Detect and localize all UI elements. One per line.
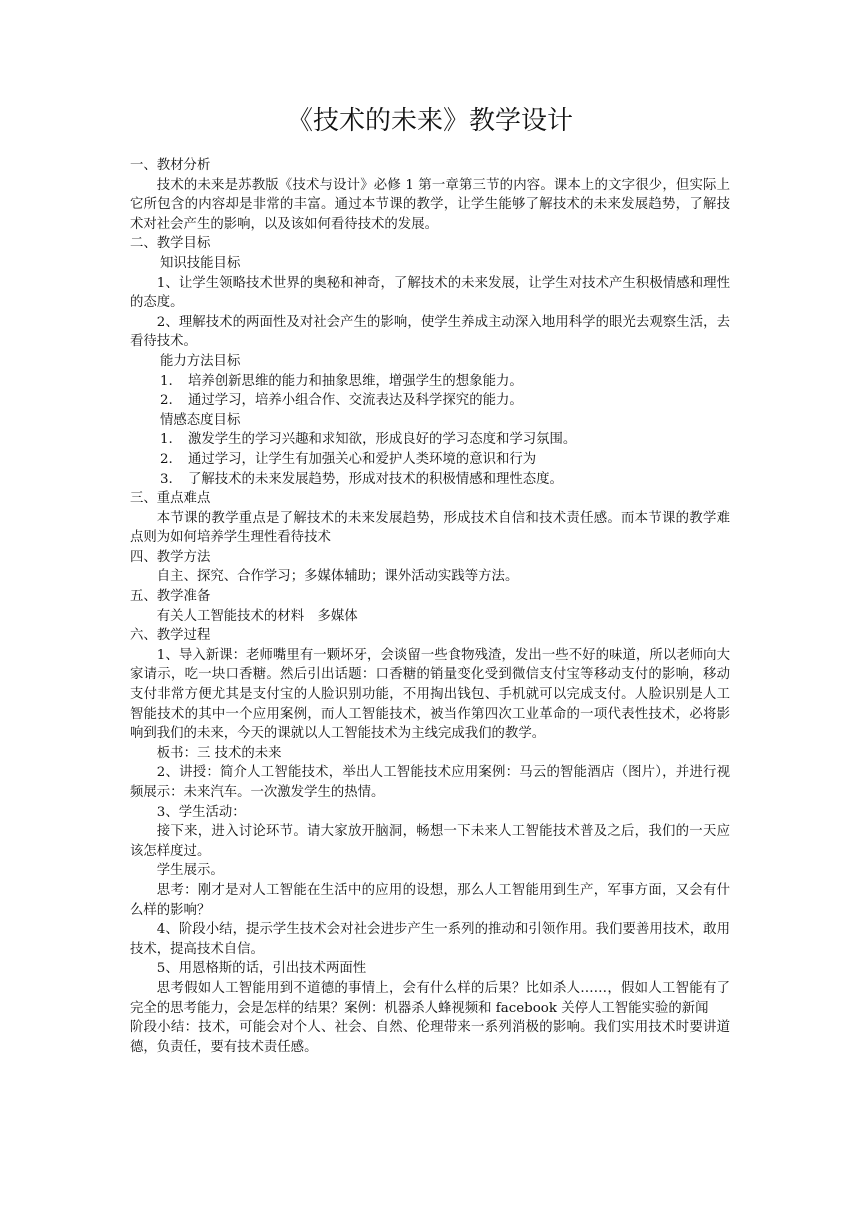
paragraph: 思考：刚才是对人工智能在生活中的应用的设想，那么人工智能用到生产，军事方面，又会有什么样的影响？ xyxy=(130,882,730,918)
paragraph: 有关人工智能技术的材料 多媒体 xyxy=(156,608,358,624)
list-item xyxy=(130,391,730,411)
list-item xyxy=(130,470,730,490)
list-text: 了解技术的未来发展趋势，形成对技术的积极情感和理性态度。 xyxy=(188,471,563,487)
paragraph: 1、导入新课：老师嘴里有一颗坏牙，会谈留一些食物残渣，发出一些不好的味道，所以老师向大家请示，吃一块口香糖。然后引出话题：口香糖的销量变化受到微信支付宝等移动支付的影响，移动支付非常方便尤其是支付宝的人脸识别功能，不用掏出钱包、手机就可以完成支付。人脸识别是人工智能技术的其中一个应用案例，而人工智能技术，被当作第四次工业革命的一项代表性技术，必将影响到我们的未来，今天的课就以人工智能技术为主线完成我们的教学。 xyxy=(130,647,730,742)
document-body xyxy=(130,156,730,1057)
section-heading: 四、教学方法 xyxy=(130,549,211,565)
list-number: 2. xyxy=(160,451,173,467)
paragraph: 技术的未来是苏教版《技术与设计》必修 1 第一章第三节的内容。课本上的文字很少，但实际上它所包含的内容却是非常的丰富。通过本节课的教学，让学生能够了解技术的未来发展趋势，了解技术对社会产生的影响，以及该如何看待技术的发展。 xyxy=(130,177,730,232)
section-heading: 六、教学过程 xyxy=(130,628,211,644)
subheading: 能力方法目标 xyxy=(160,353,241,369)
paragraph: 1、让学生领略技术世界的奥秘和神奇，了解技术的未来发展，让学生对技术产生积极情感和理性的态度。 xyxy=(130,275,730,311)
list-item xyxy=(130,450,730,470)
document-title: 《技术的未来》教学设计 xyxy=(286,106,573,136)
paragraph: 2、讲授：简介人工智能技术，举出人工智能技术应用案例：马云的智能酒店（图片），并进行视频展示：未来汽车。一次激发学生的热情。 xyxy=(130,765,730,800)
list-text: 通过学习，让学生有加强关心和爱护人类环境的意识和行为 xyxy=(188,451,537,467)
section-heading: 一、教材分析 xyxy=(130,158,211,173)
paragraph: 自主、探究、合作学习；多媒体辅助；课外活动实践等方法。 xyxy=(156,569,519,585)
paragraph: 本节课的教学重点是了解技术的未来发展趋势，形成技术自信和技术责任感。而本节课的教学难点则为如何培养学生理性看待技术 xyxy=(130,510,730,546)
paragraph: 2、理解技术的两面性及对社会产生的影响，使学生养成主动深入地用科学的眼光去观察生活，去看待技术。 xyxy=(130,314,730,350)
paragraph: 学生展示。 xyxy=(156,863,224,879)
subheading: 知识技能目标 xyxy=(160,255,241,271)
paragraph: 板书：三 技术的未来 xyxy=(156,745,282,761)
paragraph: 4、阶段小结，提示学生技术会对社会进步产生一系列的推动和引领作用。我们要善用技术，敢用技术，提高技术自信。 xyxy=(130,922,730,957)
list-number: 3. xyxy=(160,471,173,487)
list-text: 激发学生的学习兴趣和求知欲，形成良好的学习态度和学习氛围。 xyxy=(188,432,577,448)
section-heading: 二、教学目标 xyxy=(130,236,211,252)
list-number: 2. xyxy=(160,393,173,409)
list-number: 1. xyxy=(160,432,173,448)
paragraph: 接下来，进入讨论环节。请大家放开脑洞，畅想一下未来人工智能技术普及之后，我们的一天应该怎样度过。 xyxy=(130,824,730,859)
paragraph: 5、用恩格斯的话，引出技术两面性 xyxy=(156,961,367,977)
list-item xyxy=(130,430,730,450)
list-number: 1. xyxy=(160,373,173,389)
list-text: 通过学习，培养小组合作、交流表达及科学探究的能力。 xyxy=(188,393,523,409)
list-text: 培养创新思维的能力和抽象思维，增强学生的想象能力。 xyxy=(188,373,523,389)
paragraph: 思考假如人工智能用到不道德的事情上，会有什么样的后果？比如杀人……，假如人工智能有了完全的思考能力，会是怎样的结果？案例：机器杀人蜂视频和 facebook 关停人工智能实验的新闻 xyxy=(130,980,730,1016)
paragraph: 阶段小结：技术，可能会对个人、社会、自然、伦理带来一系列消极的影响。我们实用技术时要讲道德，负责任，要有技术责任感。 xyxy=(130,1020,730,1055)
list-item xyxy=(130,372,730,392)
section-heading: 三、重点难点 xyxy=(130,491,211,507)
subheading: 情感态度目标 xyxy=(160,412,241,428)
paragraph: 3、学生活动： xyxy=(156,804,246,820)
section-heading: 五、教学准备 xyxy=(130,589,211,605)
